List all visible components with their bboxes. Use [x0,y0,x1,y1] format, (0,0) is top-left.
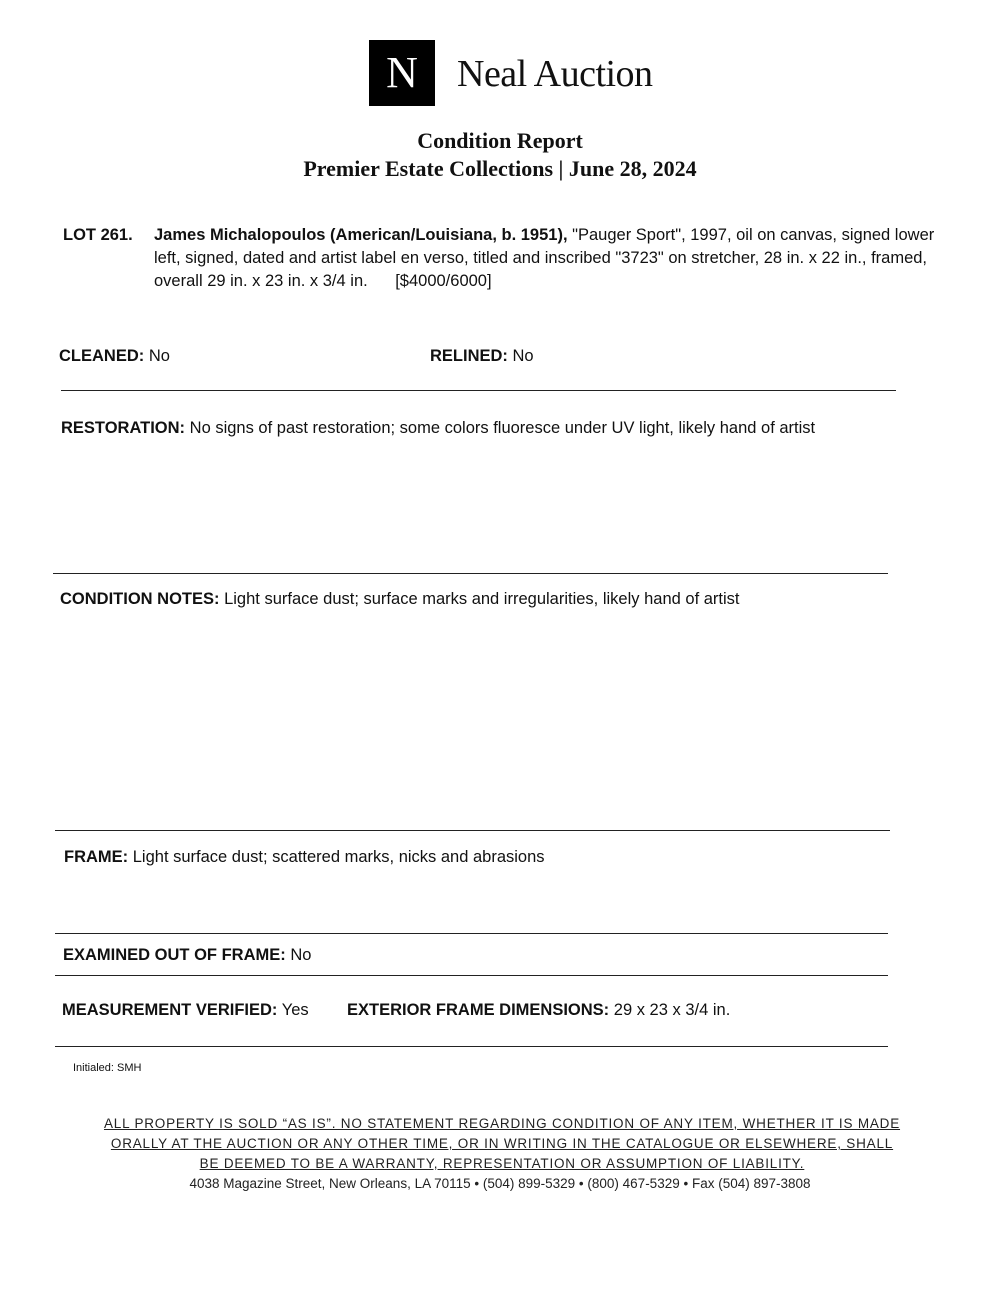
lot-details: "Pauger Sport", 1997, oil on canvas, signed lower left, signed, dated and artist label en verso, titled and inscribed "3723" on stretcher, 28 in. x 22 in., framed, overall 29 in. x 23 in. x 3/4 in. [154,226,935,290]
exterior-dimensions-field [347,999,730,1021]
exterior-dimensions-value: 29 x 23 x 3/4 in. [613,1001,731,1019]
cleaned-value: No [148,347,170,365]
lot-description [154,224,949,293]
sale-name: Premier Estate Collections [303,156,554,181]
title-separator: | [558,156,564,181]
measurement-verified-field [62,999,309,1021]
examined-out-of-frame-field [63,944,311,966]
cleaned-label: CLEANED: [59,347,145,365]
condition-notes-value: Light surface dust; surface marks and irregularities, likely hand of artist [224,590,740,608]
relined-value: No [512,347,534,365]
cleaned-field [59,345,170,367]
lot-artist: James Michalopoulos (American/Louisiana, b. 1951), [154,226,568,244]
condition-notes-field [60,588,740,610]
disclaimer-line: ALL PROPERTY IS SOLD “AS IS”. NO STATEMENT REGARDING CONDITION OF ANY ITEM, WHETHER IT IS MADE [103,1116,901,1131]
divider [55,975,888,976]
disclaimer-line: ORALLY AT THE AUCTION OR ANY OTHER TIME, OR IN WRITING IN THE CATALOGUE OR ELSEWHERE, SHALL [110,1136,894,1151]
condition-notes-label: CONDITION NOTES: [60,590,220,608]
disclaimer [62,1114,942,1174]
frame-field [64,846,545,868]
relined-field [430,345,534,367]
frame-value: Light surface dust; scattered marks, nicks and abrasions [132,848,545,866]
disclaimer-line: BE DEEMED TO BE A WARRANTY, REPRESENTATION OR ASSUMPTION OF LIABILITY. [199,1156,805,1171]
restoration-label: RESTORATION: [61,419,186,437]
initialed-note: Initialed: SMH [73,1062,142,1074]
lot-estimate: [$4000/6000] [395,272,492,290]
examined-label: EXAMINED OUT OF FRAME: [63,946,286,964]
divider [61,390,896,391]
divider [55,933,888,934]
divider [55,830,890,831]
relined-label: RELINED: [430,347,508,365]
measurement-verified-label: MEASUREMENT VERIFIED: [62,1001,278,1019]
lot-number: LOT 261. [63,226,133,244]
sale-title [0,155,1000,183]
divider [53,573,888,574]
report-title: Condition Report [417,128,583,153]
logo-mark: N [369,40,435,106]
frame-label: FRAME: [64,848,129,866]
measurement-verified-value: Yes [281,1001,309,1019]
footer-address: 4038 Magazine Street, New Orleans, LA 70115 • (504) 899-5329 • (800) 467-5329 • Fax (504) 897-3808 [189,1176,811,1191]
restoration-field [61,417,815,439]
brand-name: Neal Auction [457,53,653,95]
sale-date: June 28, 2024 [568,156,697,181]
exterior-dimensions-label: EXTERIOR FRAME DIMENSIONS: [347,1001,610,1019]
examined-value: No [290,946,312,964]
restoration-value: No signs of past restoration; some colors fluoresce under UV light, likely hand of artist [189,419,816,437]
divider [55,1046,888,1047]
